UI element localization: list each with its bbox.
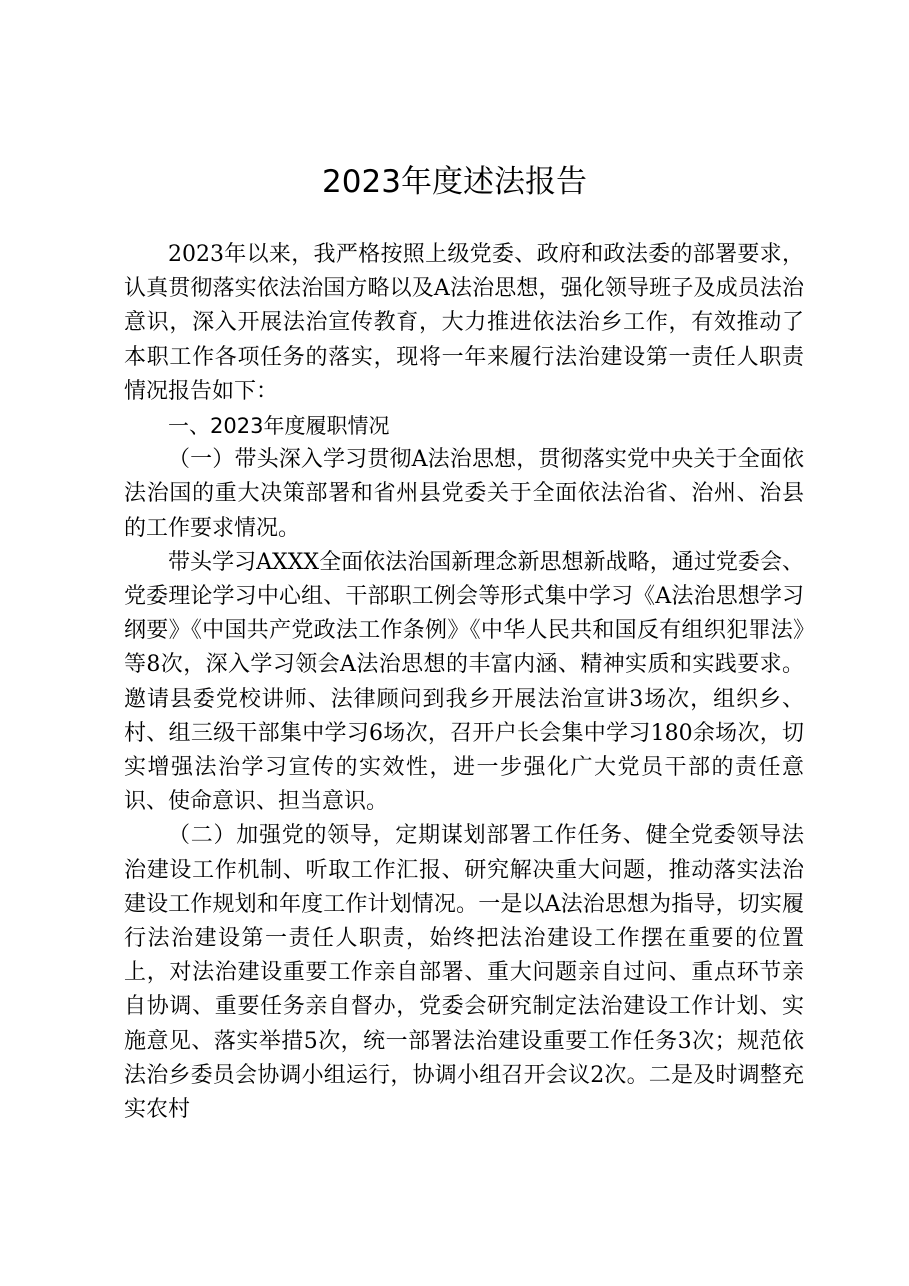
section-heading-1: 一、2023年度履职情况 <box>168 414 390 439</box>
subsection-heading-1: （一）带头深入学习贯彻A法治思想，贯彻落实党中央关于全面依法治国的重大决策部署和省州县党委关于全面依法治省、治州、治县的工作要求情况。 <box>124 447 804 541</box>
document-title: 2023年度述法报告 <box>322 164 587 200</box>
document-body <box>124 238 804 1127</box>
intro-paragraph: 2023年以来，我严格按照上级党委、政府和政法委的部署要求，认真贯彻落实依法治国方略以及A法治思想，强化领导班子及成员法治意识，深入开展法治宣传教育，大力推进依法治乡工作，有效推动了本职工作各项任务的落实，现将一年来履行法治建设第一责任人职责情况报告如下： <box>124 242 804 404</box>
body-paragraph-2: （二）加强党的领导，定期谋划部署工作任务、健全党委领导法治建设工作机制、听取工作汇报、研究解决重大问题，推动落实法治建设工作规划和年度工作计划情况。一是以A法治思想为指导，切实履行法治建设第一责任人职责，始终把法治建设工作摆在重要的位置上，对法治建设重要工作亲自部署、重大问题亲自过问、重点环节亲自协调、重要任务亲自督办，党委会研究制定法治建设工作计划、实施意见、落实举措5次，统一部署法治建设重要工作任务3次；规范依法治乡委员会协调小组运行，协调小组召开会议2次。二是及时调整充实农村 <box>124 823 804 1123</box>
body-paragraph-1: 带头学习AXXX全面依法治国新理念新思想新战略，通过党委会、党委理论学习中心组、干部职工例会等形式集中学习《A法治思想学习纲要》《中国共产党政法工作条例》《中华人民共和国反有组织犯罪法》等8次，深入学习领会A法治思想的丰富内涵、精神实质和实践要求。邀请县委党校讲师、法律顾问到我乡开展法治宣讲3场次，组织乡、村、组三级干部集中学习6场次，召开户长会集中学习180余场次，切实增强法治学习宣传的实效性，进一步强化广大党员干部的责任意识、使命意识、担当意识。 <box>124 549 804 815</box>
